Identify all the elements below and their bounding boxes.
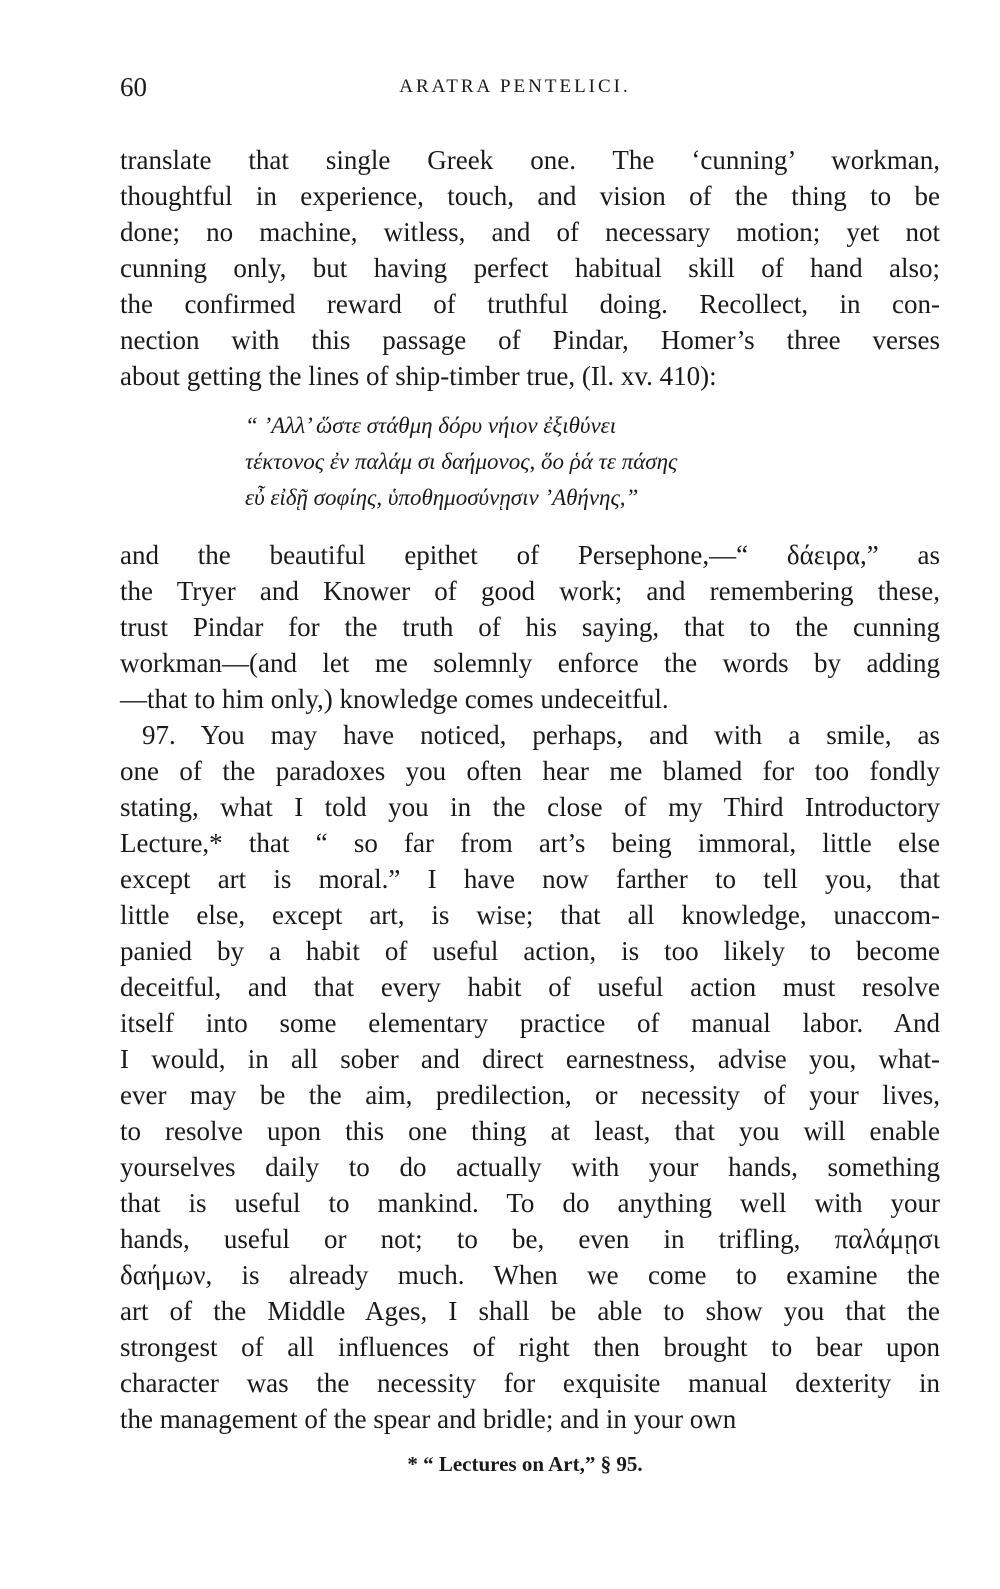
page-number: 60	[120, 72, 147, 102]
text-line: strongest of all influences of right then brought to bear upon	[120, 1332, 940, 1362]
text-line: about getting the lines of ship-timber true, (Il. xv. 410):	[120, 361, 717, 391]
text-line: the Tryer and Knower of good work; and remembering these,	[120, 576, 940, 606]
text-line: hands, useful or not; to be, even in trifling, παλάμῃσι	[120, 1224, 940, 1254]
text-line: except art is moral.” I have now farther to tell you, that	[120, 864, 940, 894]
text-line: the management of the spear and bridle; and in your own	[120, 1404, 737, 1434]
text-line: thoughtful in experience, touch, and vision of the thing to be	[120, 181, 940, 211]
text-line: character was the necessity for exquisite manual dexterity in	[120, 1368, 940, 1398]
text-line: ever may be the aim, predilection, or necessity of your lives,	[120, 1080, 940, 1110]
text-line: itself into some elementary practice of manual labor. And	[120, 1008, 940, 1038]
text-line: little else, except art, is wise; that all knowledge, unaccom-	[120, 900, 940, 930]
text-line: τέκτονος ἐν παλάμ σι δαήμονος, ὅο ῥά τε πάσης	[245, 449, 678, 474]
text-line: deceitful, and that every habit of useful action must resolve	[120, 972, 940, 1002]
text-line: yourselves daily to do actually with your hands, something	[120, 1152, 940, 1182]
text-line: stating, what I told you in the close of my Third Introductory	[120, 792, 940, 822]
text-line: εὖ εἰδῇ σοφίης, ὑποθημοσύνῃσιν ’Αθήνης,”	[245, 485, 639, 510]
text-line: cunning only, but having perfect habitual skill of hand also;	[120, 253, 940, 283]
text-line: 97. You may have noticed, perhaps, and with a smile, as	[142, 720, 940, 750]
text-line: translate that single Greek one. The ‘cunning’ workman,	[120, 145, 940, 175]
greek-quotation	[245, 408, 745, 516]
text-line: done; no machine, witless, and of necessary motion; yet not	[120, 217, 940, 247]
text-line: that is useful to mankind. To do anything well with your	[120, 1188, 940, 1218]
text-line: nection with this passage of Pindar, Homer’s three verses	[120, 325, 940, 355]
paragraph-continued	[120, 142, 940, 394]
text-line: I would, in all sober and direct earnestness, advise you, what-	[120, 1044, 940, 1074]
text-line: art of the Middle Ages, I shall be able to show you that the	[120, 1296, 940, 1326]
text-line: trust Pindar for the truth of his saying, that to the cunning	[120, 612, 940, 642]
paragraph-body	[120, 537, 940, 1437]
text-line: one of the paradoxes you often hear me blamed for too fondly	[120, 756, 940, 786]
text-line: panied by a habit of useful action, is too likely to become	[120, 936, 940, 966]
text-line: the confirmed reward of truthful doing. Recollect, in con-	[120, 289, 940, 319]
text-line: —that to him only,) knowledge comes undeceitful.	[120, 684, 669, 714]
footnote: * “ Lectures on Art,” § 95.	[407, 1452, 643, 1476]
text-line: Lecture,* that “ so far from art’s being immoral, little else	[120, 828, 940, 858]
text-line: to resolve upon this one thing at least, that you will enable	[120, 1116, 940, 1146]
text-line: “ ’Αλλ’ ὥστε στάθμη δόρυ νήιον ἐξιθύνει	[245, 413, 617, 438]
running-title: ARATRA PENTELICI.	[399, 76, 631, 97]
text-line: and the beautiful epithet of Persephone,—“ δάειρα,” as	[120, 540, 940, 570]
text-line: workman—(and let me solemnly enforce the words by adding	[120, 648, 940, 678]
text-line: δαήμων, is already much. When we come to examine the	[120, 1260, 940, 1290]
